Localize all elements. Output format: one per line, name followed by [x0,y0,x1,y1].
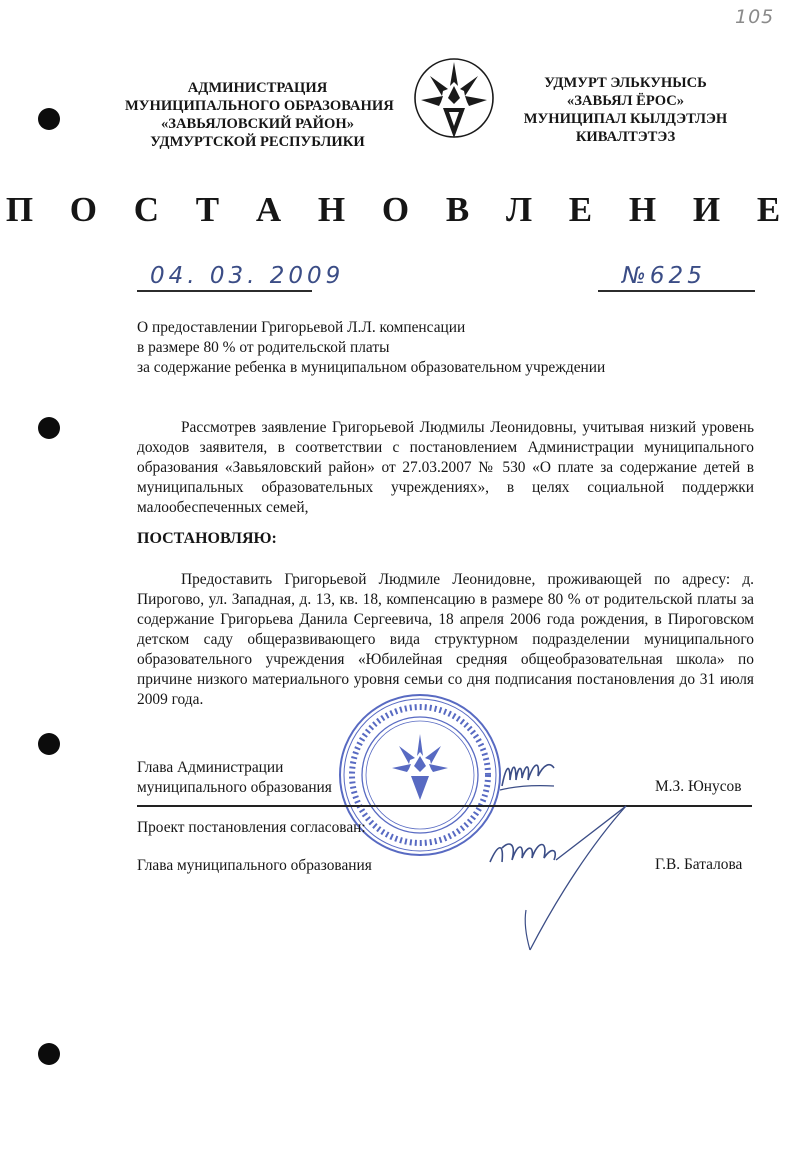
number-underline [598,290,755,292]
header-right-line: «ЗАВЬЯЛ ЁРОС» [566,93,685,109]
document-title: П О С Т А Н О В Л Е Н И Е [5,190,795,229]
position-line: Глава Администрации [137,759,284,776]
header-right-line: КИВАЛТЭТЭЗ [575,129,676,145]
document-date: 04. 03. 2009 [150,263,345,289]
header-left-line: «ЗАВЬЯЛОВСКИЙ РАЙОН» [160,116,355,132]
signer-name: М.З. Юнусов [655,778,742,795]
binder-hole [38,108,60,130]
preamble-paragraph [137,418,754,518]
district-emblem-icon [413,56,495,140]
approver-name: Г.В. Баталова [655,856,743,873]
subject-line: О предоставлении Григорьевой Л.Л. компенсации [137,319,466,336]
header-right-line: УДМУРТ ЭЛЬКУНЫСЬ [544,75,707,91]
binder-hole [38,733,60,755]
header-right-line: МУНИЦИПАЛ КЫЛДЭТЛЭН [523,111,728,127]
signature-position [137,758,332,798]
document-number: №625 [622,263,706,289]
binder-hole [38,417,60,439]
position-line: муниципального образования [137,779,332,796]
approver-position: Глава муниципального образования [137,857,372,874]
handwritten-signature [496,752,558,794]
document-subject [137,318,605,378]
approval-caption: Проект постановления согласован: [137,819,366,836]
body-paragraph [137,570,754,710]
header-left-line: МУНИЦИПАЛЬНОГО ОБРАЗОВАНИЯ [125,98,394,114]
header-left-line: АДМИНИСТРАЦИЯ [187,80,328,96]
date-underline [137,290,312,292]
header-left-line: УДМУРТСКОЙ РЕСПУБЛИКИ [150,134,365,150]
header-right [523,74,728,146]
binder-hole [38,1043,60,1065]
page-number: 105 [735,6,775,28]
subject-line: в размере 80 % от родительской платы [137,339,390,356]
decree-heading: ПОСТАНОВЛЯЮ: [137,530,277,547]
handwritten-signature [482,800,632,960]
body-text: Предоставить Григорьевой Людмиле Леонидовне, проживающей по адресу: д. Пирогово, ул. Западная, д. 13, кв. 18, компенсацию в размере 80 % от родительской платы за содержание Григорьева Данила Сергеевича, 18 апреля 2006 года рождения, в Пироговском детском саду общеразвивающего вида структурном подразделении муниципального образовательного учреждения «Юбилейная средняя общеобразовательная школа» по причине низкого материального уровня семьи со дня подписания постановления до 31 июля 2009 года. [137,571,754,708]
preamble-text: Рассмотрев заявление Григорьевой Людмилы Леонидовны, учитывая низкий уровень доходов заявителя, в соответствии с постановлением Администрации муниципального образования «Завьяловский район» от 27.03.2007 № 530 «О плате за содержание детей в муниципальных образовательных учреждениях», в целях социальной поддержки малообеспеченных семей, [137,419,754,516]
subject-line: за содержание ребенка в муниципальном образовательном учреждении [137,359,606,376]
header-left [125,79,394,151]
separator-line [137,805,752,807]
